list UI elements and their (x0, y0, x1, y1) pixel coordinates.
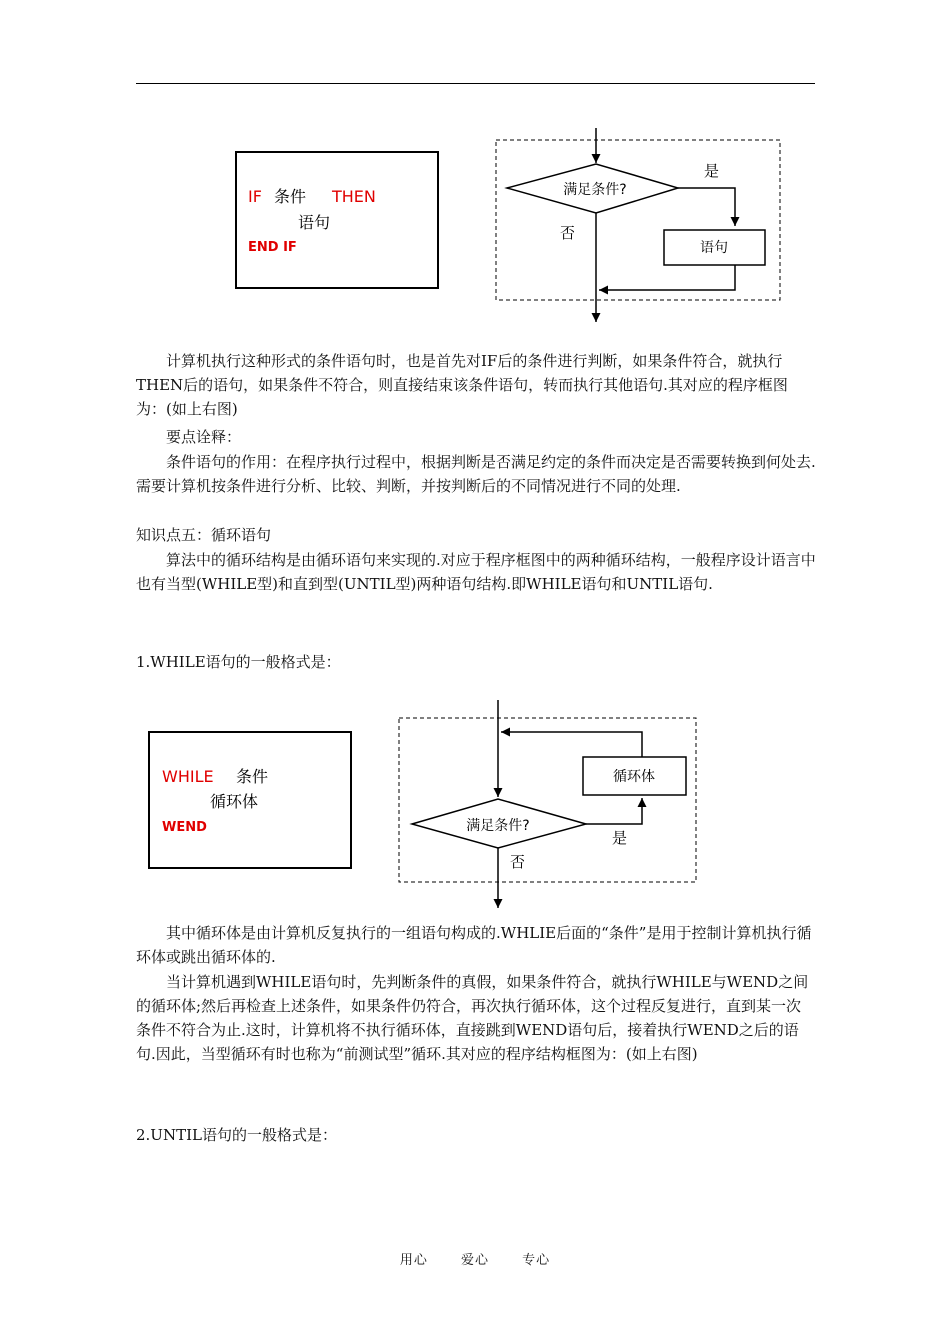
until-format-heading: 2.UNTIL语句的一般格式是： (136, 1126, 337, 1144)
if-keyword: IF (248, 187, 262, 206)
then-keyword: THEN (332, 187, 376, 206)
while-decision-label: 满足条件? (466, 818, 530, 834)
paragraph-if-explain: 计算机执行这种形式的条件语句时，也是首先对IF后的条件进行判断，如果条件符合，就执行THEN后的语句，如果条件不符合，则直接结束该条件语句，转而执行其他语句.其对应的程序框图为：(如上右图) (136, 352, 788, 418)
while-keyword: WHILE (162, 767, 214, 786)
page-footer: 用心 爱心 专心 (399, 1253, 551, 1268)
while-condition: 条件 (236, 767, 269, 786)
while-flow-frame (399, 718, 696, 882)
while-body: 循环体 (210, 792, 259, 811)
if-decision-label: 满足条件? (563, 182, 627, 198)
if-code-box (236, 152, 438, 288)
if-figure (230, 120, 790, 330)
while-loop-body-label: 循环体 (613, 769, 655, 785)
while-figure (140, 695, 710, 915)
if-statement: 语句 (298, 213, 331, 232)
paragraph-loop-body: 其中循环体是由计算机反复执行的一组语句构成的.WHLIE后面的“条件”是用于控制计算机执行循环体或跳出循环体的. (136, 924, 812, 966)
while-yes-label: 是 (612, 829, 628, 847)
if-condition: 条件 (274, 187, 307, 206)
wend-keyword: WEND (162, 820, 207, 835)
paragraph-loop-intro: 算法中的循环结构是由循环语句来实现的.对应于程序框图中的两种循环结构，一般程序设计语言中也有当型(WHILE型)和直到型(UNTIL型)两种语句结构.即WHILE语句和UNTIL语句. (136, 551, 816, 593)
while-no-label: 否 (510, 853, 526, 871)
if-statement-box-label: 语句 (700, 240, 728, 256)
paragraph-while-explain: 当计算机遇到WHILE语句时，先判断条件的真假，如果条件符合，就执行WHILE与WEND之间的循环体;然后再检查上述条件，如果条件仍符合，再次执行循环体，这个过程反复进行，直到某一次条件不符合为止.这时，计算机将不执行循环体，直接跳到WEND语句后，接着执行WEND之后的语句.因此，当型循环有时也称为“前测试型”循环.其对应的程序结构框图为：(如上右图) (136, 973, 809, 1063)
if-flow-frame (496, 140, 780, 300)
if-yes-label: 是 (704, 162, 720, 180)
if-no-label: 否 (560, 224, 576, 242)
paragraph-condition-role: 条件语句的作用：在程序执行过程中，根据判断是否满足约定的条件而决定是否需要转换到何处去.需要计算机按条件进行分析、比较、判断，并按判断后的不同情况进行不同的处理. (136, 453, 816, 495)
end-if-keyword: END IF (248, 240, 297, 255)
while-format-heading: 1.WHILE语句的一般格式是： (136, 653, 341, 671)
while-diagram (140, 695, 710, 915)
section-heading-loop: 知识点五：循环语句 (136, 526, 272, 544)
paragraph-key-points: 要点诠释： (166, 428, 242, 446)
if-diagram (230, 120, 790, 330)
header-rule (136, 83, 815, 84)
